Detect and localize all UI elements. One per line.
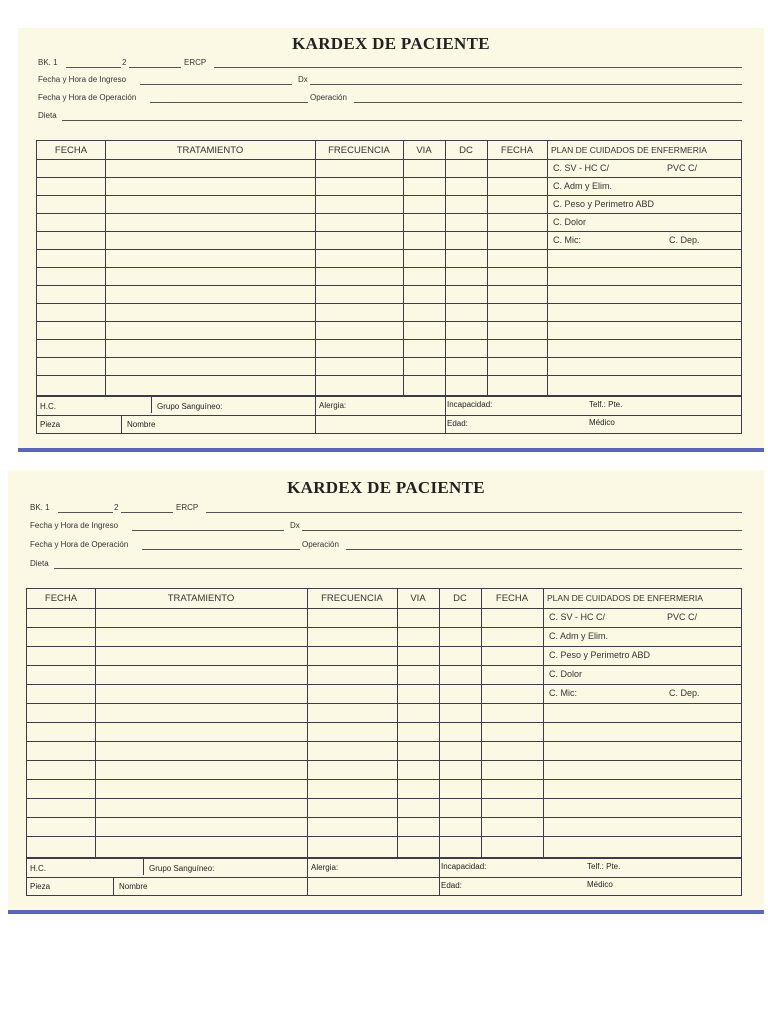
dx-field[interactable] [302,530,742,531]
ingreso-field[interactable] [132,530,284,531]
plan-dolor: C. Dolor [549,669,583,679]
edad-label: Edad: [441,881,462,890]
plan-peso: C. Peso y Perimetro ABD [549,650,651,660]
operacion-fecha-label: Fecha y Hora de Operación [30,540,129,549]
col-fecha: FECHA [54,145,88,156]
col-frecuencia: FRECUENCIA [328,145,390,156]
kardex-card-2 [8,470,764,914]
medico-label: Médico [589,418,615,427]
pieza-label: Pieza [30,882,51,891]
treatment-table [36,140,742,396]
card-title: KARDEX DE PACIENTE [292,34,490,53]
plan-peso: C. Peso y Perimetro ABD [553,199,655,209]
col-tratamiento: TRATAMIENTO [167,593,235,604]
plan-adm: C. Adm y Elim. [549,631,609,641]
dx-field[interactable] [310,84,742,85]
col-via: VIA [410,593,426,604]
operacion-fecha-field[interactable] [142,549,300,550]
plan-mic: C. Mic: [553,235,581,245]
operacion-field[interactable] [354,102,742,103]
plan-adm: C. Adm y Elim. [553,181,613,191]
incapacidad-label: Incapacidad: [441,862,487,871]
two-field[interactable] [129,67,181,68]
dieta-label: Dieta [38,111,57,120]
operacion-field[interactable] [346,549,742,550]
col-fecha-2: FECHA [500,145,534,156]
incapacidad-label: Incapacidad: [447,400,493,409]
col-plan: PLAN DE CUIDADOS DE ENFERMERIA [551,145,707,155]
col-fecha: FECHA [44,593,78,604]
plan-pvc: PVC C/ [667,612,698,622]
ercp-label: ERCP [184,58,207,67]
edad-label: Edad: [447,419,468,428]
patient-footer [26,858,742,896]
operacion-label: Operación [302,540,339,549]
two-label: 2 [122,58,127,67]
ingreso-label: Fecha y Hora de Ingreso [30,521,119,530]
plan-pvc: PVC C/ [667,163,698,173]
patient-footer [36,396,742,434]
plan-sv: C. SV - HC C/ [553,163,610,173]
card-title: KARDEX DE PACIENTE [287,478,485,497]
plan-dolor: C. Dolor [553,217,587,227]
bk-field[interactable] [58,512,113,513]
hc-label: H.C. [40,402,56,411]
col-dc: DC [453,593,467,604]
plan-sv: C. SV - HC C/ [549,612,606,622]
ingreso-field[interactable] [140,84,292,85]
dieta-field[interactable] [62,120,742,121]
bk-label: BK. 1 [30,503,50,512]
card-bottom-edge [18,448,764,452]
telf-label: Telf.: Pte. [587,862,621,871]
treatment-table [26,588,742,858]
operacion-fecha-field[interactable] [150,102,308,103]
grupo-label: Grupo Sanguíneo: [149,864,215,873]
plan-mic: C. Mic: [549,688,577,698]
two-field[interactable] [121,512,173,513]
pieza-label: Pieza [40,420,61,429]
bk-field[interactable] [66,67,121,68]
col-tratamiento: TRATAMIENTO [176,145,244,156]
alergia-label: Alergia: [311,863,339,872]
ercp-label: ERCP [176,503,199,512]
bk-label: BK. 1 [38,58,58,67]
col-dc: DC [459,145,473,156]
dx-label: Dx [298,75,308,84]
medico-label: Médico [587,880,613,889]
ercp-field[interactable] [214,67,742,68]
ingreso-label: Fecha y Hora de Ingreso [38,75,127,84]
two-label: 2 [114,503,119,512]
hc-label: H.C. [30,864,46,873]
plan-dep: C. Dep. [669,235,700,245]
operacion-label: Operación [310,93,347,102]
col-fecha-2: FECHA [495,593,529,604]
col-via: VIA [416,145,432,156]
nombre-label: Nombre [127,420,156,429]
telf-label: Telf.: Pte. [589,400,623,409]
nombre-label: Nombre [119,882,148,891]
dx-label: Dx [290,521,300,530]
ercp-field[interactable] [206,512,742,513]
dieta-label: Dieta [30,559,49,568]
card-bottom-edge [8,910,764,914]
col-frecuencia: FRECUENCIA [321,593,383,604]
kardex-card-1 [18,28,764,452]
alergia-label: Alergia: [319,401,347,410]
plan-dep: C. Dep. [669,688,700,698]
col-plan: PLAN DE CUIDADOS DE ENFERMERIA [547,593,703,603]
operacion-fecha-label: Fecha y Hora de Operación [38,93,137,102]
grupo-label: Grupo Sanguíneo: [157,402,223,411]
dieta-field[interactable] [54,568,742,569]
